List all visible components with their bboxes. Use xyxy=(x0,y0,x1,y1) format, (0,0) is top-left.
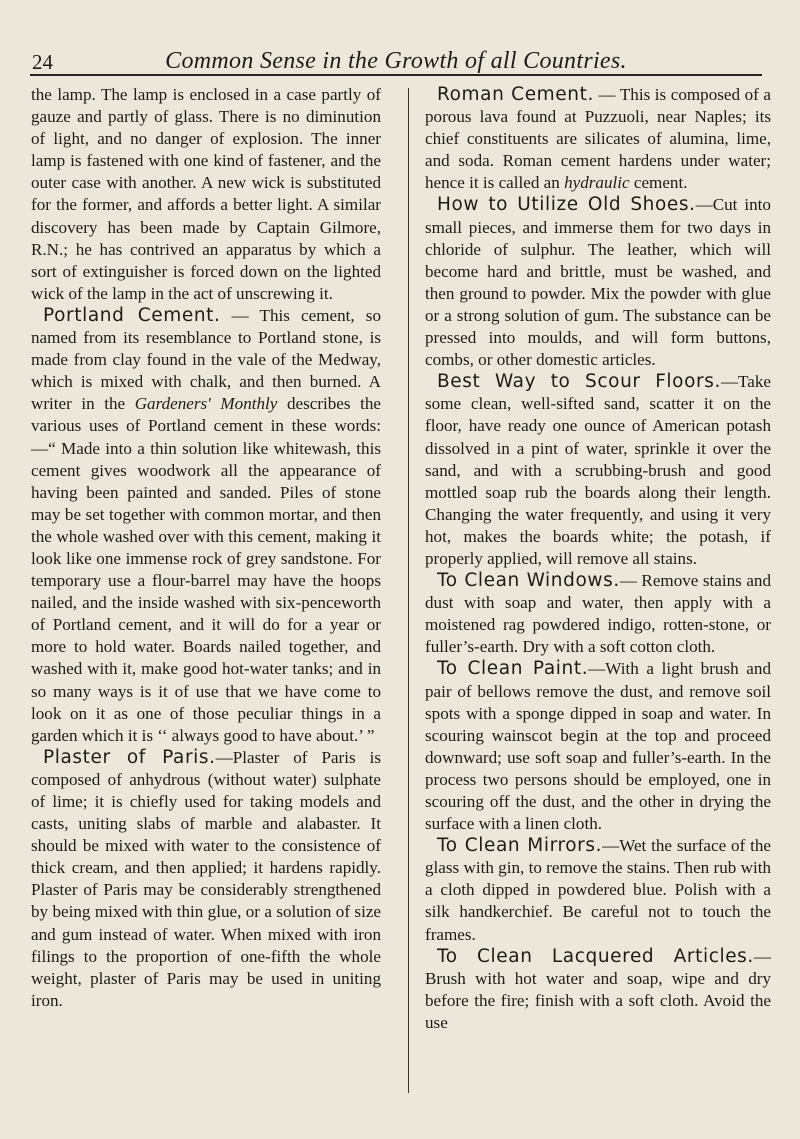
roman-italic: hydraulic xyxy=(564,173,630,193)
heading-roman-cement: Roman Cement. xyxy=(437,84,594,105)
section-roman-cement xyxy=(425,84,771,194)
heading-lacquered-articles: To Clean Lacquered Articles. xyxy=(437,945,754,967)
page-header xyxy=(24,44,768,84)
lacquered-body: —Brush with hot water and soap, wipe and dry before the fire; finish with a soft cloth. Avoid the use xyxy=(425,946,771,1032)
section-scour-floors xyxy=(425,371,771,570)
left-column xyxy=(31,84,381,1012)
section-plaster-of-paris xyxy=(31,747,381,1012)
right-column xyxy=(425,84,771,1034)
paint-body: —With a light brush and pair of bellows remove the dust, and remove soil spots with a sponge dipped in soap and water. In scouring wainscot begin at the top and proceed downward; use soft soap and fuller’s-earth. In the process two persons should be employed, one in scouring off the dust, and the other in drying the surface with a linen cloth. xyxy=(425,659,771,834)
roman-body-a: — This is composed of a porous lava found at Puzzuoli, near Naples; its chief constituents are silicates of alumina, lime, and soda. Roman cement hardens under water; hence it is called an xyxy=(425,85,771,193)
section-clean-mirrors xyxy=(425,835,771,945)
running-title: Common Sense in the Growth of all Countries. xyxy=(165,48,627,74)
heading-portland-cement: Portland Cement. xyxy=(43,304,221,326)
portland-body-b: describes the various uses of Portland cement in these words:—“ Made into a thin solution like whitewash, this cement gives woodwork all the appearance of having been painted and sanded. Piles of stone may be set together with common mortar, and then the whole washed over with this cement, making it look like one immense rock of grey sandstone. For temporary use a flour-barrel may have the hoops nailed, and the inside washed with six-penceworth of Portland cement, and it will do for a year or more to hold water. Boards nailed together, and washed with it, make good hot-water tanks; and in so many ways is it of use that we have come to look on it as one of those peculiar things in a garden which it is ‘‘ always good to have about.’ ” xyxy=(31,394,381,745)
paragraph-lamp: the lamp. The lamp is enclosed in a case partly of gauze and partly of glass. There is no diminution of light, and no danger of explosion. The inner lamp is fastened with one kind of fastener, and the outer case with another. A new wick is substituted for the former, and affords a better light. A similar discovery has been made by Captain Gilmore, R.N.; he has contrived an apparatus by which a sort of extinguisher is forced down on the lighted wick of the lamp in the act of unscrewing it. xyxy=(31,85,381,303)
heading-scour-floors: Best Way to Scour Floors. xyxy=(437,371,721,393)
heading-old-shoes: How to Utilize Old Shoes. xyxy=(437,194,696,216)
shoes-body: —Cut into small pieces, and immerse them for two days in chloride of sulphur. The leather, which will become hard and brittle, must be washed, and then ground to powder. Mix the powder with glue or a strong solution of gum. The substance can be pressed into moulds, and will form buttons, combs, or other domestic articles. xyxy=(425,195,771,370)
windows-body: — Remove stains and dust with soap and water, then apply with a moistened rag powdered indigo, rotten-stone, or fuller’s-earth. Dry with a soft cotton cloth. xyxy=(425,571,771,657)
section-portland-cement xyxy=(31,305,381,747)
column-divider xyxy=(408,88,409,1093)
roman-body-b: cement. xyxy=(629,173,688,193)
heading-clean-paint: To Clean Paint. xyxy=(437,658,589,680)
portland-italic: Gardeners' Monthly xyxy=(134,394,278,414)
section-clean-paint xyxy=(425,658,771,835)
portland-body-a: — This cement, so named from its resemblance to Portland stone, is made from clay found in the vale of the Medway, which is mixed with chalk, and then burned. A writer in the xyxy=(31,305,381,414)
heading-plaster-of-paris: Plaster of Paris. xyxy=(43,746,216,768)
page-number: 24 xyxy=(32,50,53,74)
heading-clean-mirrors: To Clean Mirrors. xyxy=(437,835,603,857)
heading-clean-windows: To Clean Windows. xyxy=(437,570,620,592)
section-clean-windows xyxy=(425,570,771,658)
plaster-body: —Plaster of Paris is composed of anhydrous (without water) sulphate of lime; it is chiefly used for taking models and casts, uniting slabs of marble and alabaster. It should be mixed with water to the consistence of thick cream, and then applied; it hardens rapidly. Plaster of Paris may be considerably strengthened by being mixed with thin glue, or a solution of size and gum instead of water. When mixed with iron filings to the proportion of one-fifth the whole weight, plaster of Paris may be used in uniting iron. xyxy=(31,747,381,1010)
header-rule xyxy=(30,74,762,76)
mirrors-body: —Wet the surface of the glass with gin, to remove the stains. Then rub with a cloth dipped in powdered blue. Polish with a silk handkerchief. Be careful not to touch the frames. xyxy=(425,836,771,944)
section-lacquered-articles xyxy=(425,946,771,1034)
floors-body: —Take some clean, well-sifted sand, scatter it on the floor, have ready one ounce of American potash dissolved in a pint of water, sprinkle it over the sand, and with a scrubbing-brush and good mottled soap rub the boards along their length. Changing the water frequently, and using it very hot, makes the boards white; the potash, if properly applied, will remove all stains. xyxy=(425,372,771,568)
section-old-shoes xyxy=(425,194,771,371)
